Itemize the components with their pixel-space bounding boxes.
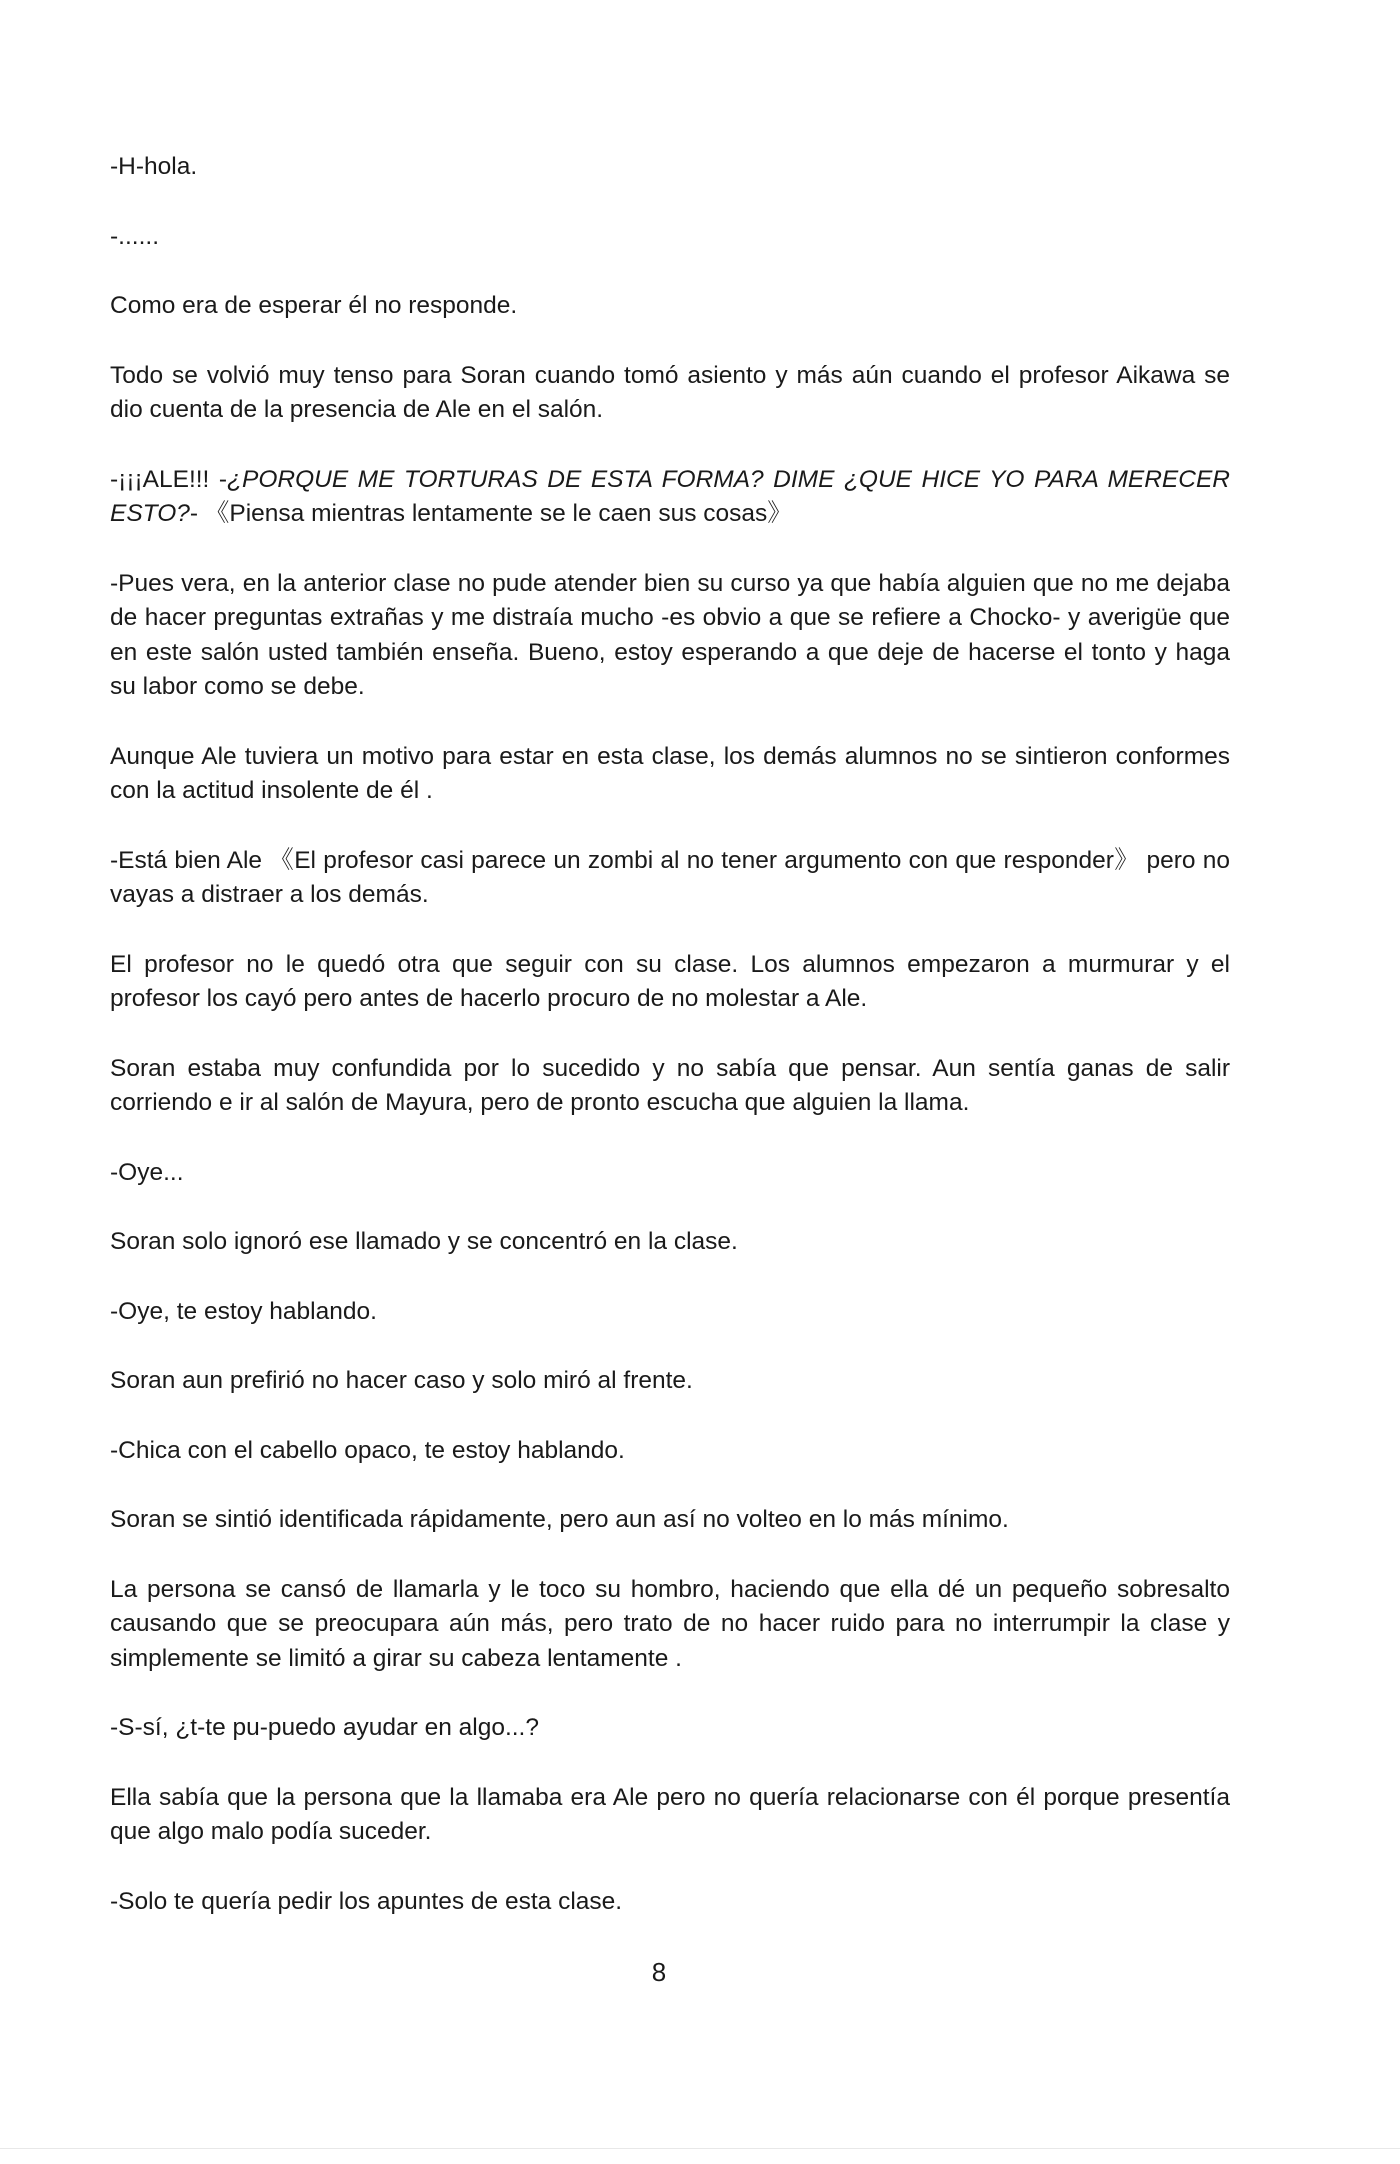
paragraph-9: El profesor no le quedó otra que seguir con su clase. Los alumnos empezaron a murmurar y el profesor los cayó pero antes de hacerlo procuro de no molestar a Ale. <box>110 950 1230 1012</box>
paragraph-12: Soran solo ignoró ese llamado y se concentró en la clase. <box>110 1228 738 1255</box>
page-bottom-edge <box>0 2148 1400 2149</box>
paragraph-5-narration: - 《Piensa mientras lentamente se le caen sus cosas》 <box>189 500 792 527</box>
paragraph-19: Ella sabía que la persona que la llamaba era Ale pero no quería relacionarse con él porque presentía que algo malo podía suceder. <box>110 1783 1230 1845</box>
paragraph-7: Aunque Ale tuviera un motivo para estar en esta clase, los demás alumnos no se sintieron conformes con la actitud insolente de él . <box>110 742 1230 804</box>
paragraph-10: Soran estaba muy confundida por lo sucedido y no sabía que pensar. Aun sentía ganas de salir corriendo e ir al salón de Mayura, pero de pronto escucha que alguien la llama. <box>110 1054 1230 1116</box>
document-body <box>110 150 1230 1919</box>
paragraph-5-italic-thought: ¿PORQUE ME TORTURAS DE ESTA FORMA? DIME ¿QUE HICE YO PARA MERECER ESTO? <box>110 465 1230 527</box>
paragraph-14: Soran aun prefirió no hacer caso y solo miró al frente. <box>110 1367 693 1394</box>
paragraph-6: -Pues vera, en la anterior clase no pude atender bien su curso ya que había alguien que no me dejaba de hacer preguntas extrañas y me distraía mucho -es obvio a que se refiere a Chocko- y averigüe que en este salón usted también enseña. Bueno, estoy esperando a que deje de hacerse el tonto y haga su labor como se debe. <box>110 569 1230 700</box>
paragraph-1: -H-hola. <box>110 153 198 180</box>
paragraph-8: -Está bien Ale 《El profesor casi parece un zombi al no tener argumento con que responder》 pero no vayas a distraer a los demás. <box>110 846 1230 908</box>
paragraph-17: La persona se cansó de llamarla y le toco su hombro, haciendo que ella dé un pequeño sobresalto causando que se preocupara aún más, pero trato de no hacer ruido para no interrumpir la clase y simplemente se limitó a girar su cabeza lentamente . <box>110 1575 1230 1672</box>
paragraph-2: -...... <box>110 222 159 250</box>
paragraph-20: -Solo te quería pedir los apuntes de esta clase. <box>110 1887 623 1915</box>
paragraph-5-shout: -¡¡¡ALE!!! - <box>110 465 228 493</box>
paragraph-16: Soran se sintió identificada rápidamente, pero aun así no volteo en lo más mínimo. <box>110 1506 1009 1533</box>
paragraph-3: Como era de esperar él no responde. <box>110 292 518 319</box>
paragraph-4: Todo se volvió muy tenso para Soran cuando tomó asiento y más aún cuando el profesor Aikawa se dio cuenta de la presencia de Ale en el salón. <box>110 361 1230 423</box>
paragraph-5 <box>110 463 1230 532</box>
paragraph-18: -S-sí, ¿t-te pu-puedo ayudar en algo...? <box>110 1714 539 1741</box>
page-number: 8 <box>651 1957 667 1987</box>
paragraph-11: -Oye... <box>110 1158 184 1186</box>
paragraph-15: -Chica con el cabello opaco, te estoy hablando. <box>110 1436 625 1464</box>
paragraph-13: -Oye, te estoy hablando. <box>110 1297 377 1325</box>
